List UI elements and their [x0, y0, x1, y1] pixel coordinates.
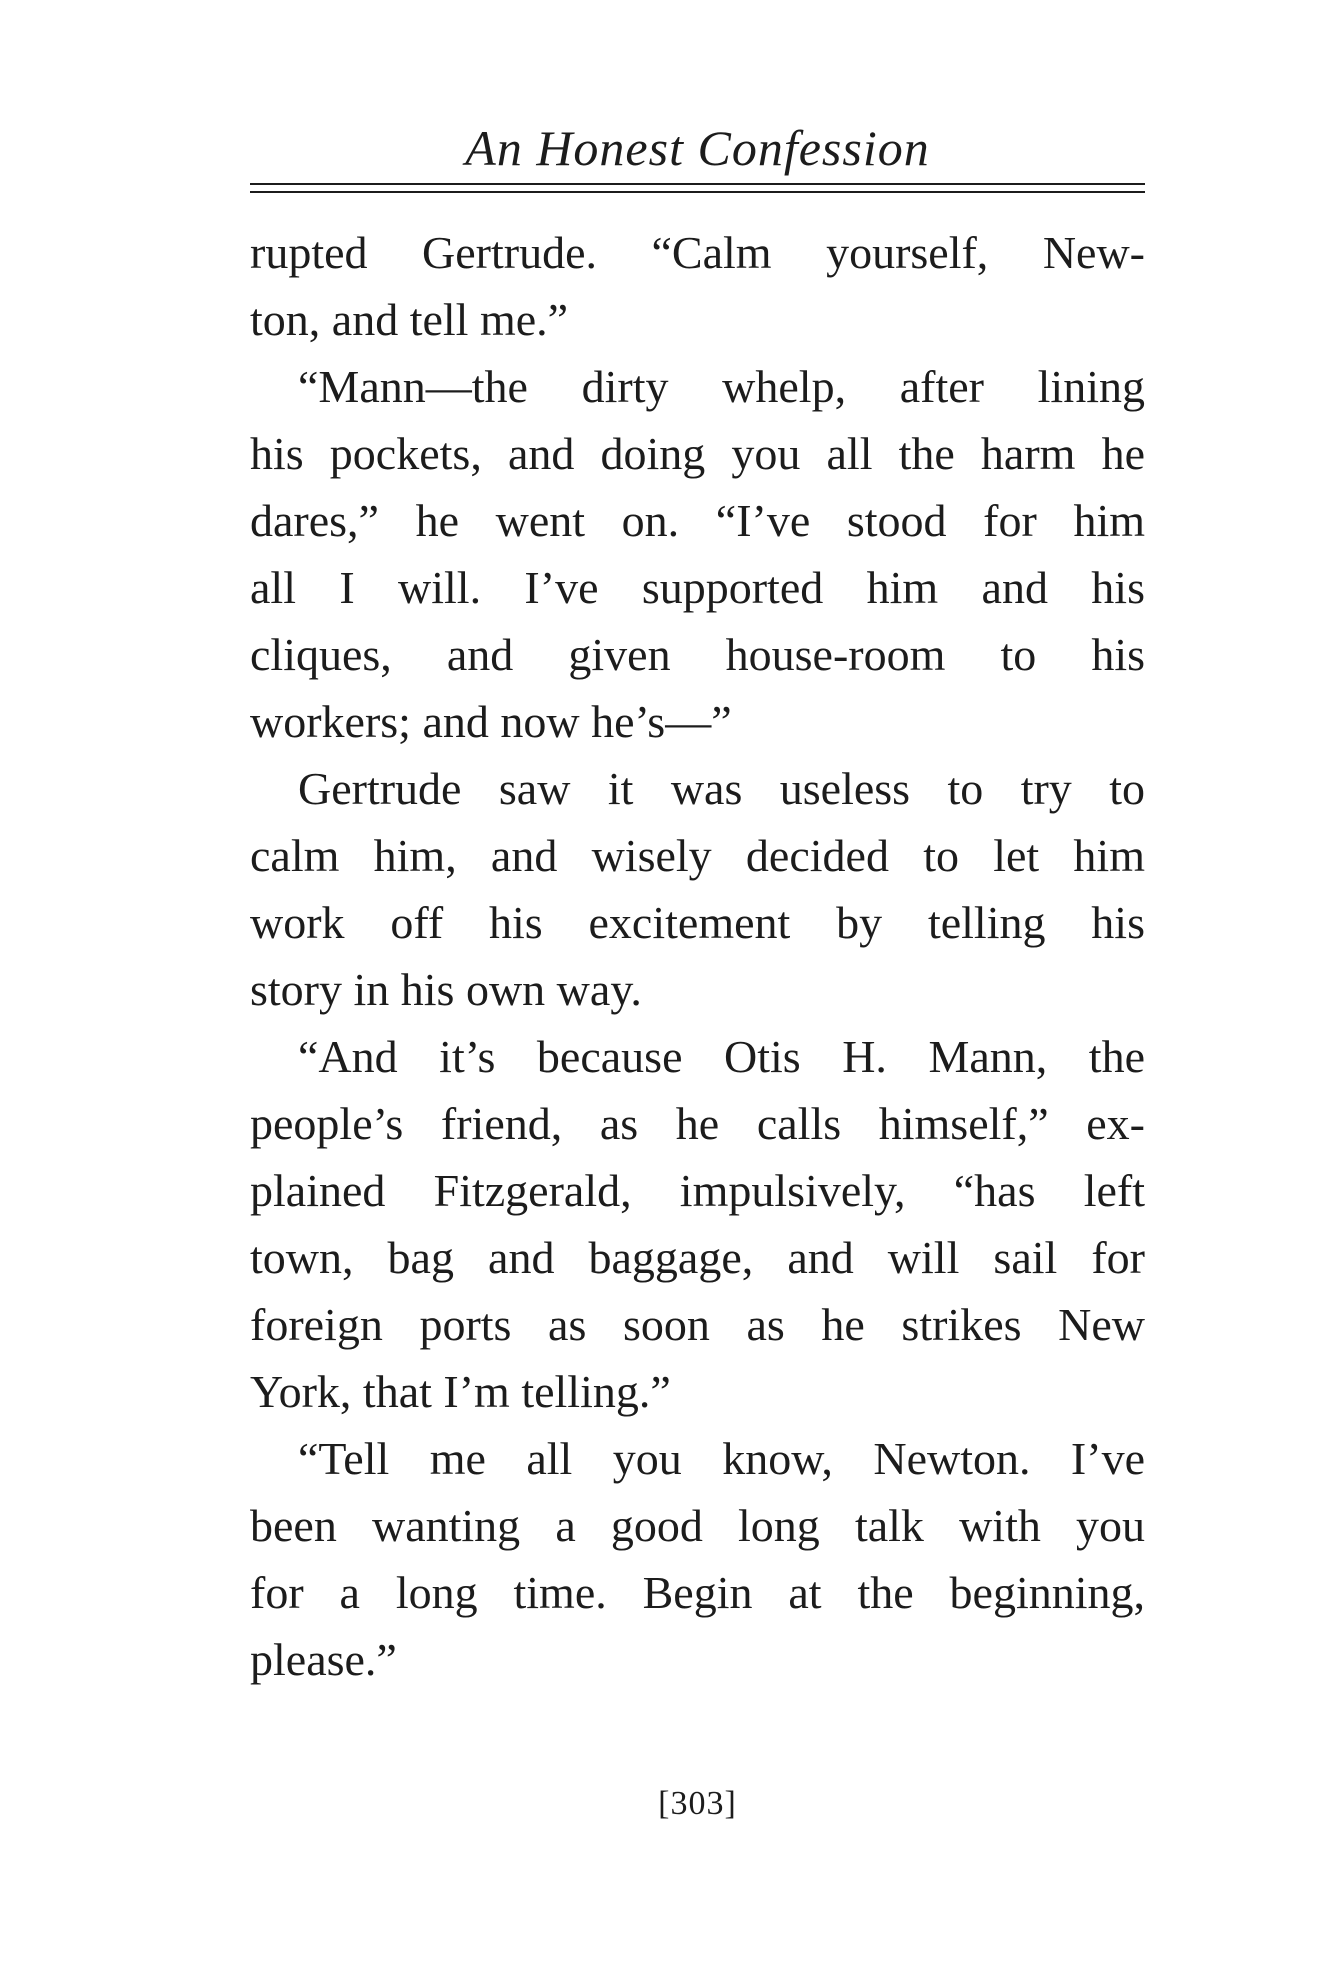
- text-line: work off his excitement by telling his: [250, 897, 1145, 948]
- page-number: [303]: [658, 1785, 737, 1822]
- text-line: “And it’s because Otis H. Mann, the: [298, 1031, 1145, 1082]
- text-line: his pockets, and doing you all the harm he: [250, 428, 1145, 479]
- text-line: “Mann—the dirty whelp, after lining: [298, 361, 1145, 412]
- text-line: York, that I’m telling.”: [250, 1366, 671, 1417]
- text-line: foreign ports as soon as he strikes New: [250, 1299, 1145, 1350]
- text-line: people’s friend, as he calls himself,” ex-: [250, 1098, 1145, 1149]
- header-rule-top: [250, 183, 1145, 185]
- text-line: all I will. I’ve supported him and his: [250, 562, 1145, 613]
- text-line: story in his own way.: [250, 964, 642, 1015]
- text-line: rupted Gertrude. “Calm yourself, New-: [250, 227, 1145, 278]
- text-line: please.”: [250, 1634, 397, 1685]
- text-line: town, bag and baggage, and will sail for: [250, 1232, 1145, 1283]
- text-line: plained Fitzgerald, impulsively, “has left: [250, 1165, 1145, 1216]
- text-line: Gertrude saw it was useless to try to: [298, 763, 1145, 814]
- text-line: calm him, and wisely decided to let him: [250, 830, 1145, 881]
- header-rule-bottom: [250, 191, 1145, 193]
- text-line: for a long time. Begin at the beginning,: [250, 1567, 1145, 1618]
- text-line: been wanting a good long talk with you: [250, 1500, 1145, 1551]
- text-line: workers; and now he’s—”: [250, 696, 732, 747]
- running-head: An Honest Confession: [465, 120, 930, 176]
- text-line: cliques, and given house-room to his: [250, 629, 1145, 680]
- text-line: ton, and tell me.”: [250, 294, 569, 345]
- text-line: “Tell me all you know, Newton. I’ve: [298, 1433, 1145, 1484]
- body-text: [250, 219, 1145, 1693]
- text-line: dares,” he went on. “I’ve stood for him: [250, 495, 1145, 546]
